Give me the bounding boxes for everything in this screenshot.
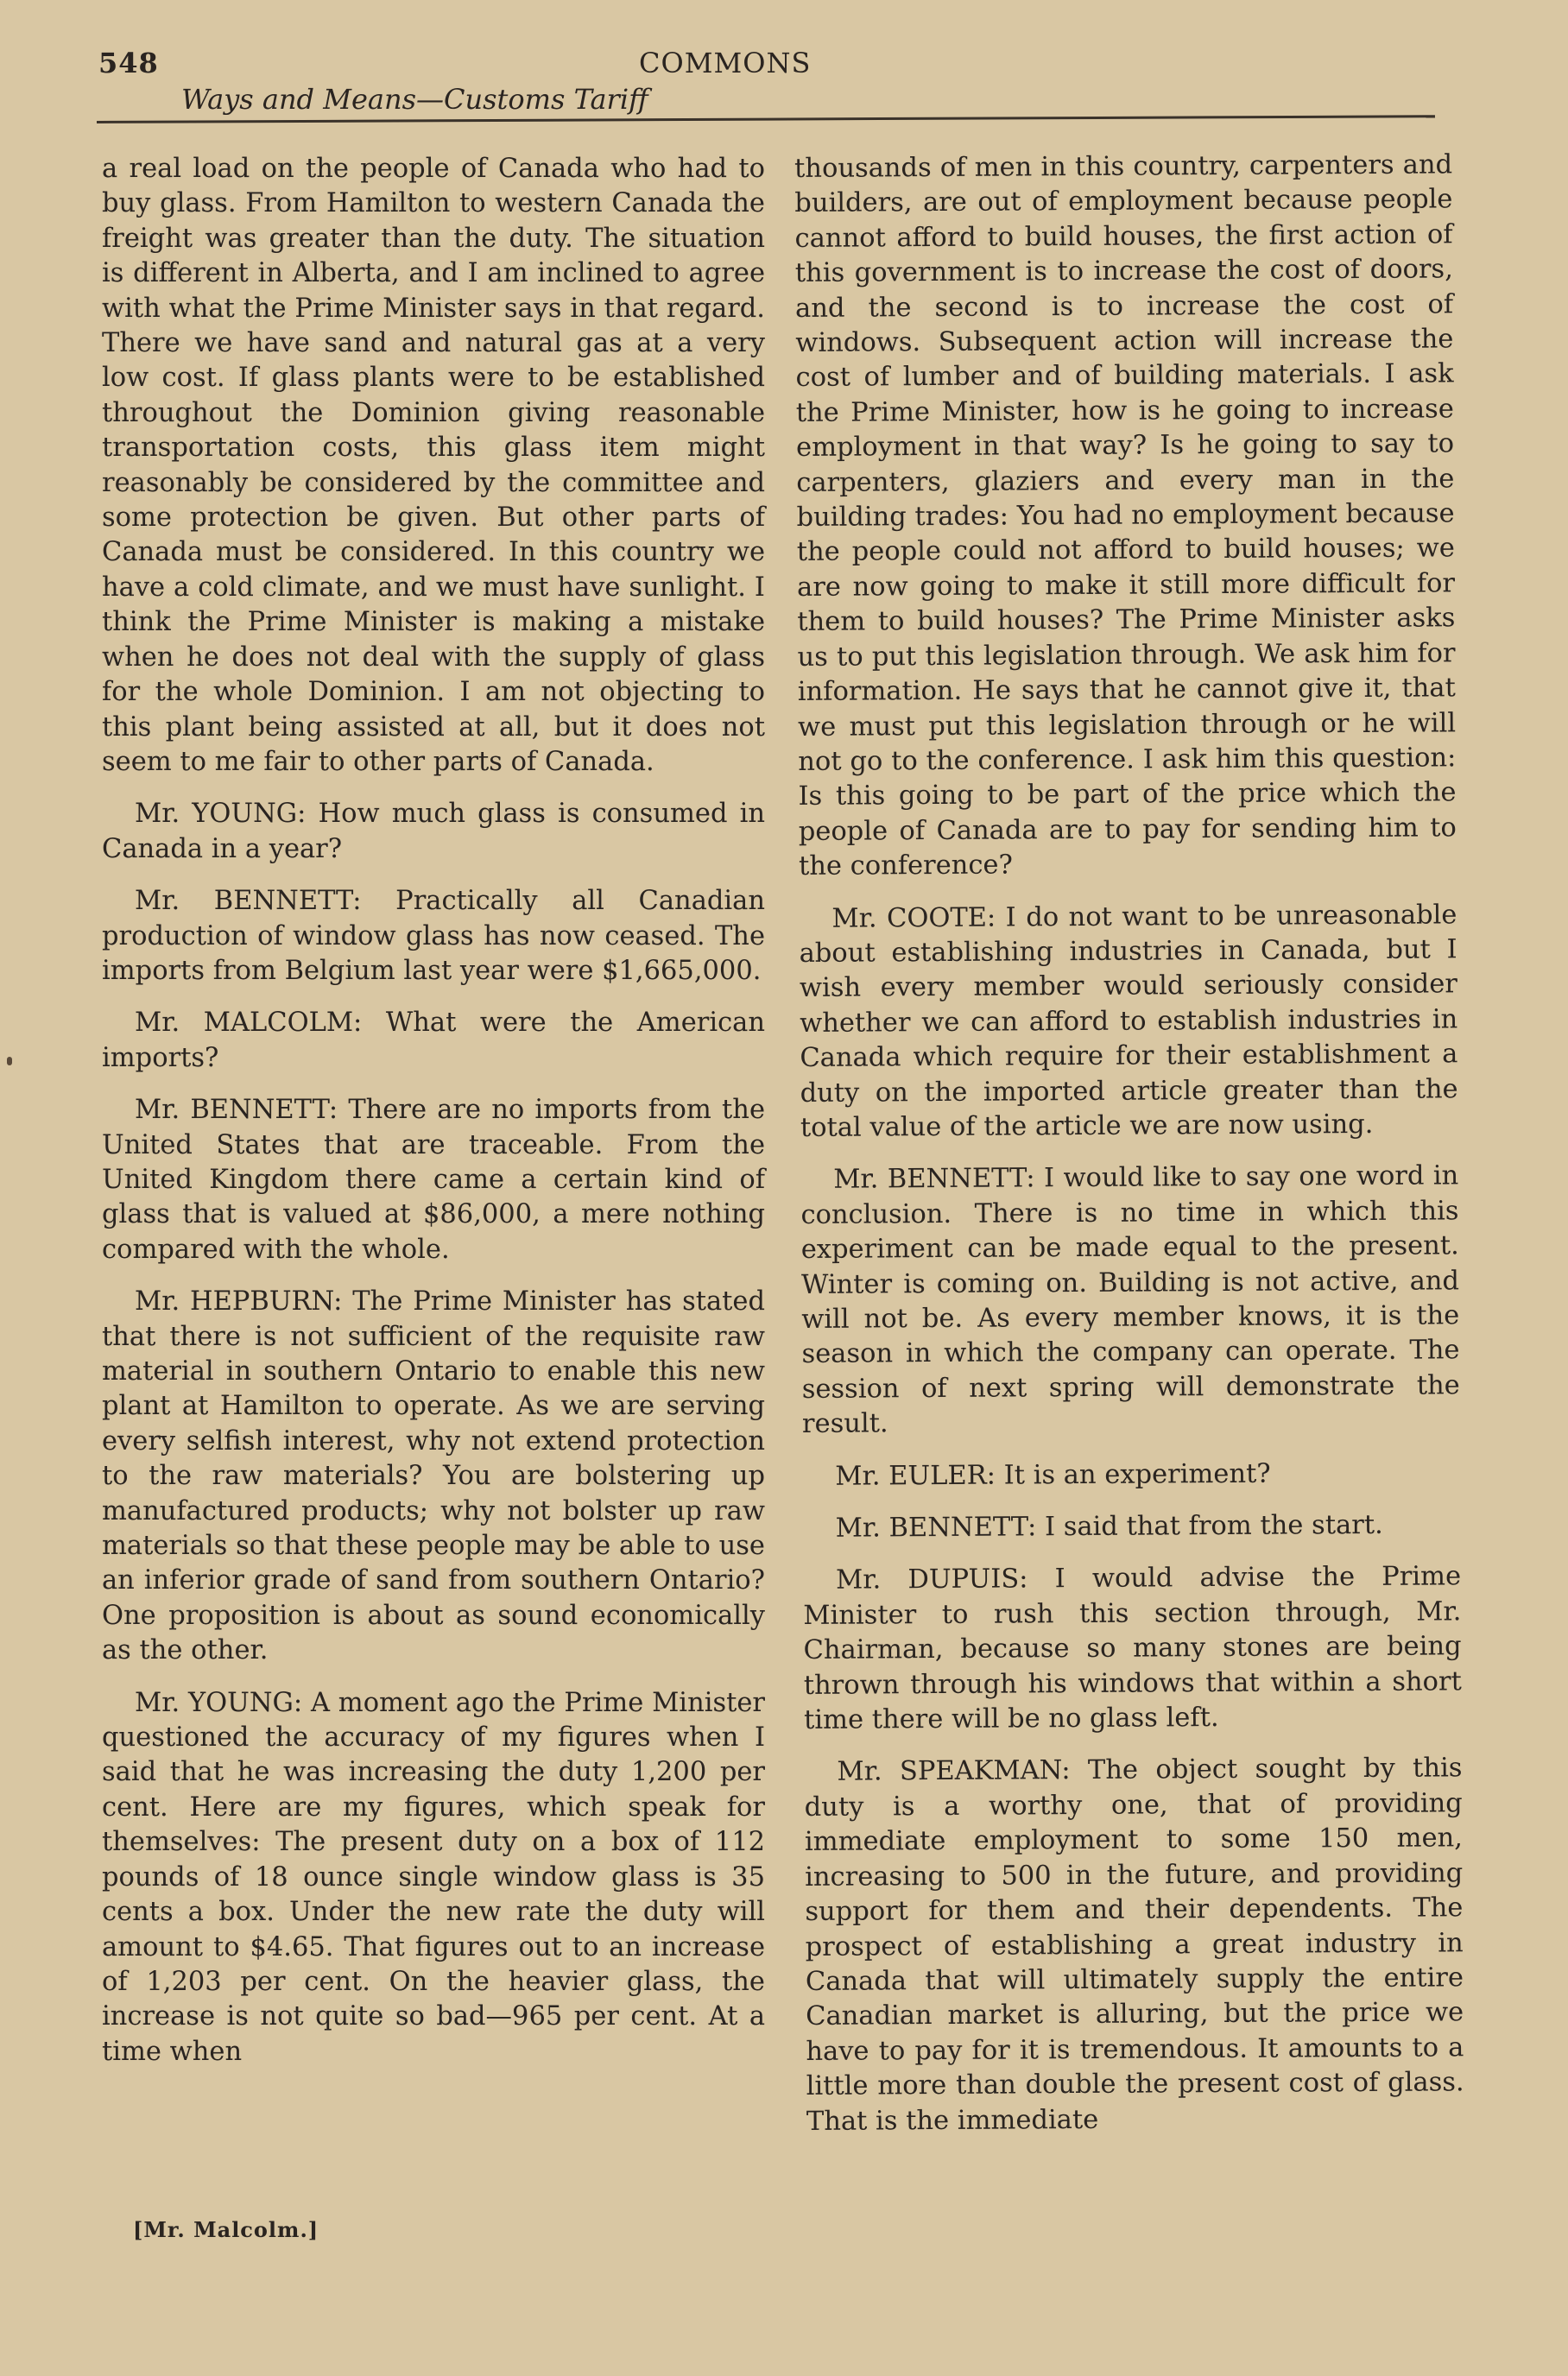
paragraph: thousands of men in this country, carpenters and builders, are out of employment because people cannot afford to build houses, the first action of this government is to increase the cost of doors, and the second is to increase the cost of windows. Subsequent action will increase the cost of lumber and of building materials. I ask the Prime Minister, how is he going to increase employment in that way? Is he going to say to carpenters, glaziers and every man in the building trades: You had no employment because the people could not afford to build houses; we are now going to make it still more difficult for them to build houses? The Prime Minister asks us to put this legislation through. We ask him for information. He says that he cannot give it, that we must put this legislation through or he will not go to the conference. I ask him this question: Is this going to be part of the price which the people of Canada are to pay for sending him to the conference? bbox=[794, 149, 1457, 882]
running-header-subtitle: Ways and Means—Customs Tariff bbox=[181, 83, 648, 116]
paragraph: Mr. YOUNG: How much glass is consumed in Canada in a year? bbox=[102, 799, 765, 864]
paragraph: Mr. HEPBURN: The Prime Minister has stated that there is not sufficient of the requisite raw material in southern Ontario to enable this new plant at Hamilton to operate. As we are serving every selfish interest, why not extend protection to the raw materials? You are bolstering up manufactured products; why not bolster up raw materials so that these people may be able to use an inferior grade of sand from southern Ontario? One proposition is about as sound economically as the other. bbox=[102, 1286, 765, 1666]
paragraph: Mr. SPEAKMAN: The object sought by this duty is a worthy one, that of providing immediate employment to some 150 men, increasing to 500 in the future, and providing support for them and their dependents. The prospect of establishing a great industry in Canada that will ultimately supply the entire Canadian market is alluring, but the price we have to pay for it is tremendous. It amounts to a little more than double the present cost of glass. That is the immediate bbox=[804, 1753, 1464, 2137]
paragraph: Mr. YOUNG: A moment ago the Prime Minister questioned the accuracy of my figures when I said that he was increasing the duty 1,200 per cent. Here are my figures, which speak for themselves: The present duty on a box of 112 pounds of 18 ounce single window glass is 35 cents a box. Under the new rate the duty will amount to $4.65. That figures out to an increase of 1,203 per cent. On the heavier glass, the increase is not quite so bad—965 per cent. At a time when bbox=[102, 1687, 765, 2067]
left-column bbox=[102, 152, 765, 2087]
paragraph: Mr. EULER: It is an experiment? bbox=[835, 1458, 1271, 1492]
paragraph: Mr. COOTE: I do not want to be unreasonable about establishing industries in Canada, but I wish every member would seriously consider whether we can afford to establish industries in Canada which require for their establishment a duty on the imported article greater than the total value of the article we are now using. bbox=[799, 899, 1458, 1143]
paragraph: Mr. MALCOLM: What were the American imports? bbox=[102, 1008, 765, 1073]
running-header-title: COMMONS bbox=[639, 47, 812, 79]
paragraph: Mr. DUPUIS: I would advise the Prime Minister to rush this section through, Mr. Chairman, because so many stones are being thrown through his windows that within a short time there will be no glass left. bbox=[803, 1561, 1462, 1736]
page-number: 548 bbox=[98, 47, 159, 79]
paragraph: Mr. BENNETT: I said that from the start. bbox=[835, 1509, 1383, 1544]
paragraph: Mr. BENNETT: Practically all Canadian production of window glass has now ceased. The imports from Belgium last year were $1,665,000. bbox=[102, 886, 765, 986]
paragraph: a real load on the people of Canada who had to buy glass. From Hamilton to western Canada the freight was greater than the duty. The situation is different in Alberta, and I am inclined to agree with what the Prime Minister says in that regard. There we have sand and natural gas at a very low cost. If glass plants were to be established throughout the Dominion giving reasonable transportation costs, this glass item might reasonably be considered by the committee and some protection be given. But other parts of Canada must be considered. In this country we have a cold climate, and we must have sunlight. I think the Prime Minister is making a mistake when he does not deal with the supply of glass for the whole Dominion. I am not objecting to this plant being assisted at all, but it does not seem to me fair to other parts of Canada. bbox=[102, 154, 765, 777]
right-column bbox=[794, 148, 1464, 2157]
paragraph: Mr. BENNETT: There are no imports from the United States that are traceable. From the United Kingdom there came a certain kind of glass that is valued at $86,000, a mere nothing compared with the whole. bbox=[102, 1095, 765, 1265]
footer-attribution: [Mr. Malcolm.] bbox=[133, 2217, 319, 2242]
header-rule bbox=[97, 115, 1435, 123]
margin-mark bbox=[7, 1057, 12, 1065]
paragraph: Mr. BENNETT: I would like to say one word in conclusion. There is no time in which this experiment can be made equal to the present. Winter is coming on. Building is not active, and will not be. As every member knows, it is the season in which the company can operate. The session of next spring will demonstrate the result. bbox=[800, 1160, 1460, 1440]
